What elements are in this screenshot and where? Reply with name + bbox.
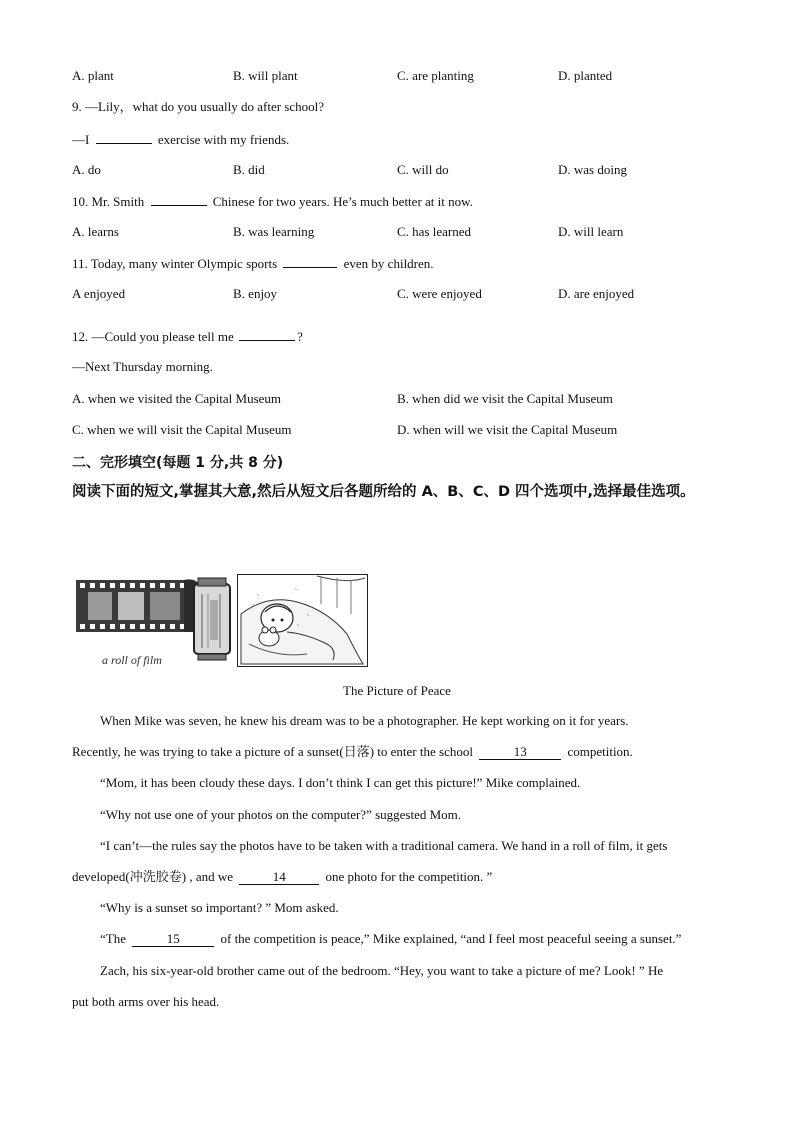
q11-option-b: B. enjoy	[233, 286, 278, 301]
q10-option-b: B. was learning	[233, 224, 315, 239]
q9-option-a: A. do	[72, 162, 101, 177]
blank-15: 15	[132, 932, 214, 947]
q12-stem	[72, 328, 303, 345]
passage-p4-line2-suffix: one photo for the competition. ”	[325, 869, 493, 884]
passage-p3: “Why not use one of your photos on the computer?” suggested Mom.	[100, 807, 462, 822]
q8-option-c: C. are planting	[397, 68, 474, 83]
q12-blank	[239, 328, 295, 341]
q8-option-b: B. will plant	[233, 68, 298, 83]
q11-stem	[72, 255, 434, 272]
q12-option-a: A. when we visited the Capital Museum	[72, 391, 282, 406]
q12-answer: —Next Thursday morning.	[72, 359, 213, 374]
sleeping-child-illustration	[237, 574, 369, 668]
q9-stem: 9. —Lily，what do you usually do after school?	[72, 99, 325, 114]
q10-stem-suffix: Chinese for two years. He’s much better at it now.	[212, 194, 473, 209]
passage-p6-suffix: of the competition is peace,” Mike explained, “and I feel most peaceful seeing a sunset.”	[220, 931, 682, 946]
q8-option-a: A. plant	[72, 68, 114, 83]
q10-option-a: A. learns	[72, 224, 119, 239]
q11-option-c: C. were enjoyed	[397, 286, 482, 301]
passage-p1-line1: When Mike was seven, he knew his dream was to be a photographer. He kept working on it for years.	[100, 713, 629, 728]
q11-option-d: D. are enjoyed	[558, 286, 635, 301]
q10-option-d: D. will learn	[558, 224, 624, 239]
passage-p6-prefix: “The	[100, 931, 126, 946]
blank-13: 13	[479, 745, 561, 760]
q11-stem-suffix: even by children.	[343, 256, 434, 271]
q10-option-c: C. has learned	[397, 224, 472, 239]
q10-stem-prefix: 10. Mr. Smith	[72, 194, 145, 209]
passage-p6	[72, 931, 750, 947]
passage-p1-line2-prefix: Recently, he was trying to take a picture of a sunset(日落) to enter the school	[72, 744, 473, 759]
passage-p1-line2-suffix: competition.	[567, 744, 633, 759]
passage-title: The Picture of Peace	[343, 683, 451, 698]
q9-option-b: B. did	[233, 162, 265, 177]
q9-answer-prefix: —I	[72, 132, 90, 147]
q10-blank	[151, 193, 207, 206]
film-roll-illustration	[74, 570, 236, 670]
passage-p4-line2-prefix: developed(冲洗胶卷) , and we	[72, 869, 234, 884]
q9-answer-line	[72, 131, 289, 148]
figure	[74, 570, 370, 672]
q12-stem-suffix: ?	[297, 329, 303, 344]
passage-p2: “Mom, it has been cloudy these days. I don’t think I can get this picture!” Mike complained.	[100, 775, 581, 790]
q12-option-c: C. when we will visit the Capital Museum	[72, 422, 292, 437]
q12-option-d: D. when will we visit the Capital Museum	[397, 422, 618, 437]
section-instruction: 阅读下面的短文,掌握其大意,然后从短文后各题所给的 A、B、C、D 四个选项中,选择最佳选项。	[72, 484, 695, 500]
q9-option-d: D. was doing	[558, 162, 627, 177]
blank-14: 14	[239, 870, 319, 885]
film-label: a roll of film	[102, 653, 162, 667]
passage-p7-line2: put both arms over his head.	[72, 994, 220, 1009]
q8-option-d: D. planted	[558, 68, 613, 83]
q12-stem-prefix: 12. —Could you please tell me	[72, 329, 234, 344]
passage-p5: “Why is a sunset so important? ” Mom asked.	[100, 900, 339, 915]
passage-p4-line2	[72, 869, 722, 885]
q12-option-b: B. when did we visit the Capital Museum	[397, 391, 613, 406]
passage-p7-line1: Zach, his six-year-old brother came out of the bedroom. “Hey, you want to take a picture of me? Look! ” He	[100, 963, 664, 978]
q10-stem	[72, 193, 473, 210]
q9-answer-suffix: exercise with my friends.	[157, 132, 290, 147]
q11-stem-prefix: 11. Today, many winter Olympic sports	[72, 256, 278, 271]
q11-option-a: A enjoyed	[72, 286, 126, 301]
q9-option-c: C. will do	[397, 162, 449, 177]
q11-blank	[283, 255, 337, 268]
section-title: 二、完形填空(每题 1 分,共 8 分)	[72, 455, 284, 471]
q9-blank	[96, 131, 152, 144]
passage-p1-line2	[72, 744, 722, 760]
passage-p4-line1: “I can’t—the rules say the photos have to be taken with a traditional camera. We hand in a roll of film, it gets	[100, 838, 668, 853]
